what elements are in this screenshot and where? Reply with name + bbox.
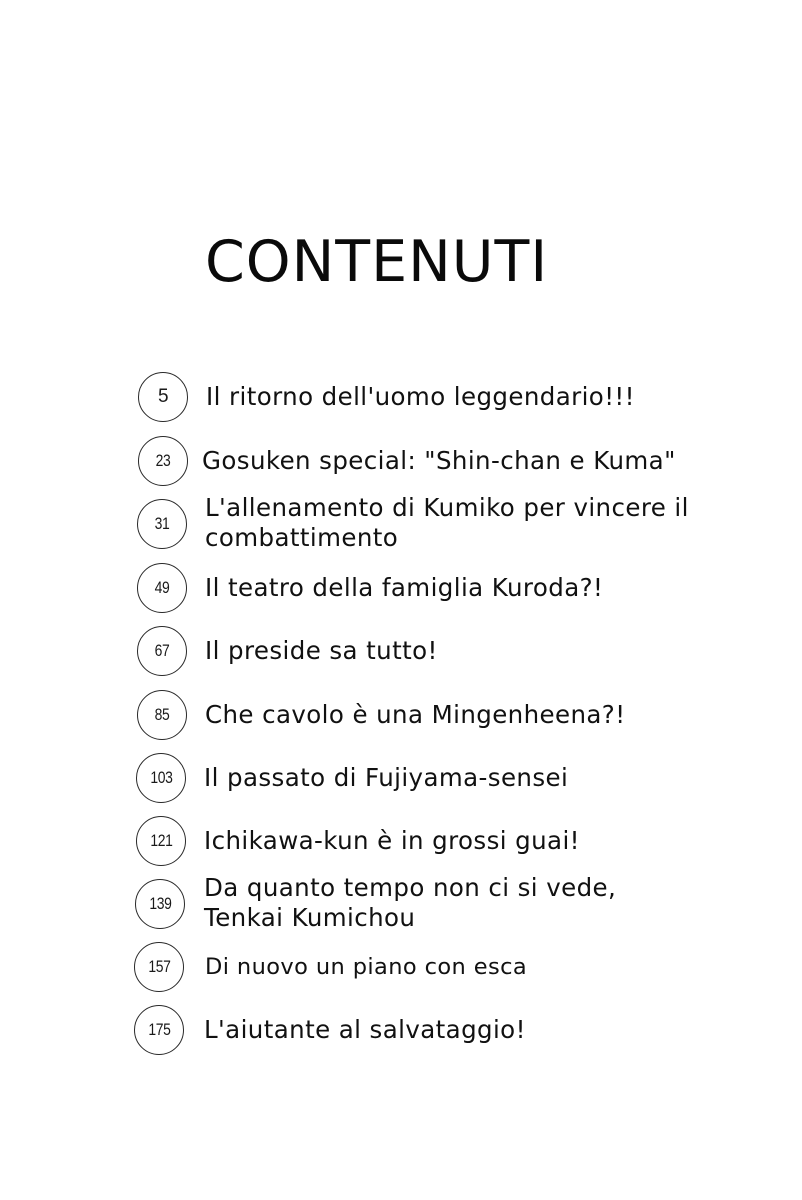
page-number-badge [137, 499, 187, 549]
page-title: CONTENUTI [205, 229, 549, 295]
page-number: 49 [154, 578, 170, 597]
chapter-title [205, 493, 689, 553]
chapter-title-line: Il passato di Fujiyama-sensei [204, 763, 569, 792]
page-number-badge [137, 690, 187, 740]
page-number-badge [135, 879, 185, 929]
page-number: 103 [149, 768, 173, 787]
page-number-badge [136, 753, 186, 803]
chapter-title [206, 382, 635, 412]
chapter-title-line: Il ritorno dell'uomo leggendario!!! [206, 382, 635, 411]
chapter-title-line: Ichikawa-kun è in grossi guai! [204, 826, 580, 855]
chapter-title [205, 636, 438, 666]
chapter-title [205, 573, 603, 603]
page-number: 139 [148, 894, 172, 913]
chapter-title-line: Da quanto tempo non ci si vede, [204, 873, 617, 902]
page-number: 121 [149, 831, 173, 850]
chapter-title-line: combattimento [205, 523, 399, 552]
chapter-title [204, 873, 616, 933]
page-number: 5 [157, 386, 169, 407]
chapter-title [204, 1015, 526, 1045]
page-number: 67 [154, 641, 170, 660]
page-number-badge [137, 563, 187, 613]
page-number-badge [136, 816, 186, 866]
page-number: 175 [147, 1020, 171, 1039]
chapter-title-line: Gosuken special: "Shin-chan e Kuma" [202, 446, 676, 475]
chapter-title [202, 446, 676, 476]
chapter-title-line: Di nuovo un piano con esca [205, 954, 528, 980]
page-number: 157 [147, 957, 171, 976]
page-number-badge [138, 436, 188, 486]
chapter-title-line: Il teatro della famiglia Kuroda?! [205, 573, 604, 602]
page-number-badge [134, 1005, 184, 1055]
page-number-badge [138, 372, 188, 422]
chapter-title-line: Tenkai Kumichou [204, 903, 416, 932]
chapter-title-line: Il preside sa tutto! [205, 636, 438, 665]
page-number: 23 [155, 451, 171, 470]
page-number: 31 [154, 514, 170, 533]
chapter-title [205, 952, 527, 982]
page-number: 85 [154, 705, 170, 724]
page-number-badge [134, 942, 184, 992]
chapter-title [204, 826, 580, 856]
page-number-badge [137, 626, 187, 676]
chapter-title-line: Che cavolo è una Mingenheena?! [205, 700, 626, 729]
chapter-title [204, 763, 568, 793]
chapter-title [205, 700, 625, 730]
chapter-title-line: L'aiutante al salvataggio! [204, 1015, 526, 1044]
chapter-title-line: L'allenamento di Kumiko per vincere il [205, 493, 689, 522]
